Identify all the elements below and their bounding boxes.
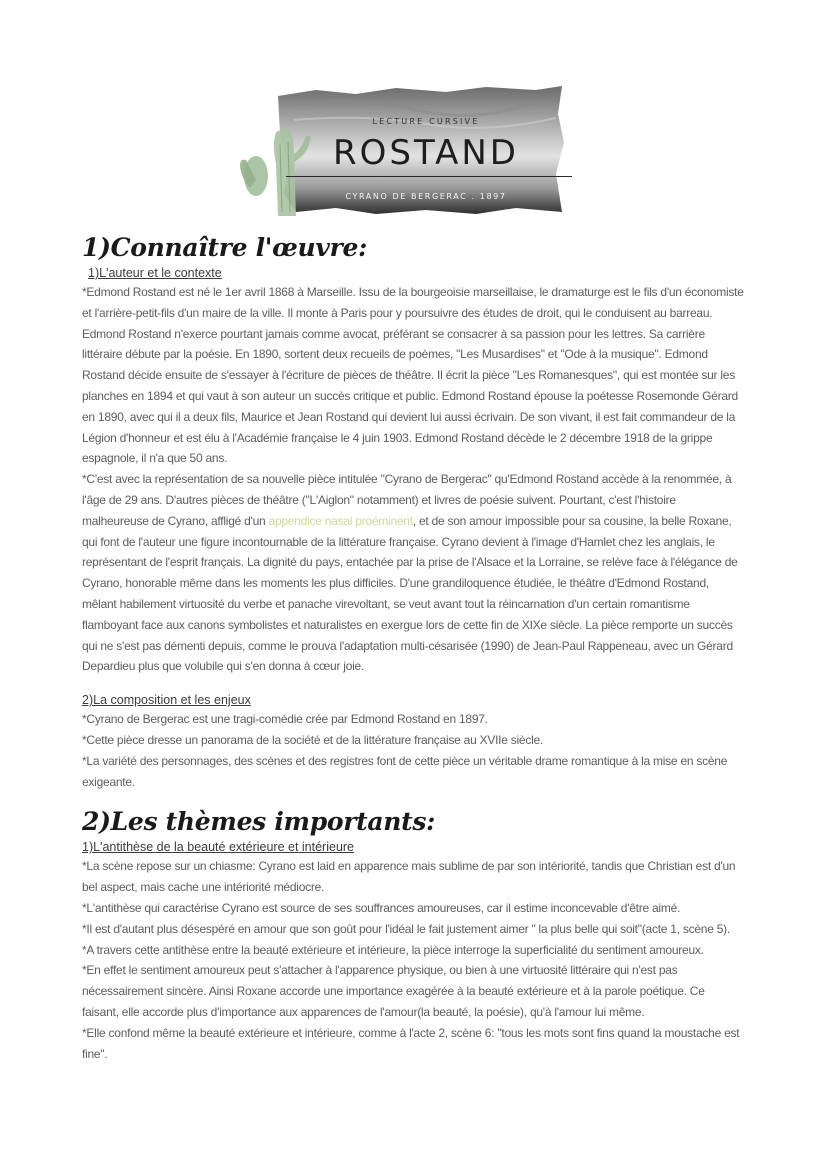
paragraph-text: *C'est avec la représentation de sa nouvelle pièce intitulée "Cyrano de Bergerac" qu'Edmond Rostand accède à la renommée, à l'âge de 29 ans. D'autres pièces de théâtre ("L'Aiglon" notamment) et livres de poésie suivent. Pourtant, c'est l'histoire malheureuse de Cyrano, affligé d'un bbox=[82, 472, 732, 528]
list-item: *Elle confond même la beauté extérieure et intérieure, comme à l'acte 2, scène 6: "tous les mots sont fins quand la moustache est fine". bbox=[82, 1025, 740, 1061]
header-banner bbox=[236, 84, 576, 216]
list-item: *L'antithèse qui caractérise Cyrano est source de ses souffrances amoureuses, car il estime inconcevable d'être aimé. bbox=[82, 900, 681, 915]
list-item: *Cette pièce dresse un panorama de la société et de la littérature française au XVIIe siècle. bbox=[82, 732, 544, 747]
spacer bbox=[82, 677, 744, 691]
list-item: *La variété des personnages, des scènes et des registres font de cette pièce un véritable drame romantique à la mise en scène exigeante. bbox=[82, 753, 728, 789]
banner-title: ROSTAND bbox=[333, 133, 519, 173]
highlighted-phrase: appendice nasal proéminent bbox=[268, 513, 413, 528]
spacer bbox=[82, 792, 744, 806]
list-item: *A travers cette antithèse entre la beauté extérieure et intérieure, la pièce interroge la superficialité du sentiment amoureux. bbox=[82, 942, 704, 957]
paragraph-text: , et de son amour impossible pour sa cousine, la belle Roxane, qui font de l'auteur une figure incontournable de la littérature française. Cyrano devient à l'image d'Hamlet chez les anglais, le représentant de l'esprit français. La dignité du pays, entachée par la prise de l'Alsace et la Lorraine, se relève face à l'élégance de Cyrano, honorable même dans les moments les plus difficiles. D'une grandiloquence étudiée, le théâtre d'Edmond Rostand, mêlant habilement virtuosité du verbe et panache virevoltant, se veut avant tout la réincarnation d'un certain romantisme flamboyant face aux canons symbolistes et naturalistes en exergue lors de cette fin de XIXe siècle. La pièce remporte un succès qui ne s'est pas démenti depuis, comme le prouva l'adaptation multi-césarisée (1990) de Jean-Paul Rappeneau, avec un Gérard Depardieu plus que volubile qui s'en donna à cœur joie. bbox=[82, 513, 738, 674]
section-1-heading: 1)Connaître l'œuvre: bbox=[82, 233, 368, 262]
banner-divider bbox=[286, 176, 572, 177]
section-2-1-heading: 1)L'antithèse de la beauté extérieure et intérieure bbox=[82, 840, 355, 855]
paragraph-author-biography: *Edmond Rostand est né le 1er avril 1868 à Marseille. Issu de la bourgeoisie marseillaise, le dramaturge est le fils d'un économiste et l'arrière-petit-fils d'un maire de la ville. Il monte à Paris pour y poursuivre des études de droit, qui le conduisent au barreau. Edmond Rostand n'exerce pourtant jamais comme avocat, préférant se consacrer à sa passion pour les lettres. Sa carrière littéraire débute par la poésie. En 1890, sortent deux recueils de poèmes, "Les Musardises" et "Ode à la musique". Edmond Rostand décide ensuite de s'essayer à l'écriture de pièces de théâtre. Il écrit la pièce "Les Romanesques", qui est montée sur les planches en 1894 et qui vaut à son auteur un succès critique et public. Edmond Rostand épouse la poétesse Rosemonde Gérard en 1890, avec qui il a deux fils, Maurice et Jean Rostand qui devient lui aussi écrivain. De son vivant, il est fait commandeur de la Légion d'honneur et est élu à l'Académie française le 4 juin 1903. Edmond Rostand décède le 2 décembre 1918 de la grippe espagnole, il n'a que 50 ans. bbox=[82, 285, 744, 466]
list-item: *Cyrano de Bergerac est une tragi-comédie crée par Edmond Rostand en 1897. bbox=[82, 712, 488, 727]
list-item: *En effet le sentiment amoureux peut s'attacher à l'apparence physique, ou bien à une virtuosité littéraire qui n'est pas nécessairement sincère. Ainsi Roxane accorde une importance exagérée à la beauté extérieure et à la parole poétique. Ce faisant, elle accorde plus d'importance aux apparences de l'amour(la beauté, la poésie), qu'à l'amour lui même. bbox=[82, 963, 705, 1019]
section-1-2-heading: 2)La composition et les enjeux bbox=[82, 693, 251, 708]
section-2-heading: 2)Les thèmes importants: bbox=[82, 807, 436, 837]
list-item: *La scène repose sur un chiasme: Cyrano est laid en apparence mais sublime de par son intériorité, tandis que Christian est d'un bel aspect, mais cache une intériorité médiocre. bbox=[82, 859, 736, 895]
paragraph-cyrano-context bbox=[82, 469, 744, 677]
banner-subtitle: CYRANO DE BERGERAC . 1897 bbox=[345, 192, 507, 201]
document-body bbox=[82, 232, 744, 1064]
list-item: *Il est d'autant plus désespéré en amour que son goût pour l'idéal le fait justement aimer " la plus belle qui soit"(acte 1, scène 5). bbox=[82, 921, 730, 936]
section-1-1-heading: 1)L'auteur et le contexte bbox=[88, 266, 222, 280]
banner-kicker: LECTURE CURSIVE bbox=[372, 117, 480, 126]
